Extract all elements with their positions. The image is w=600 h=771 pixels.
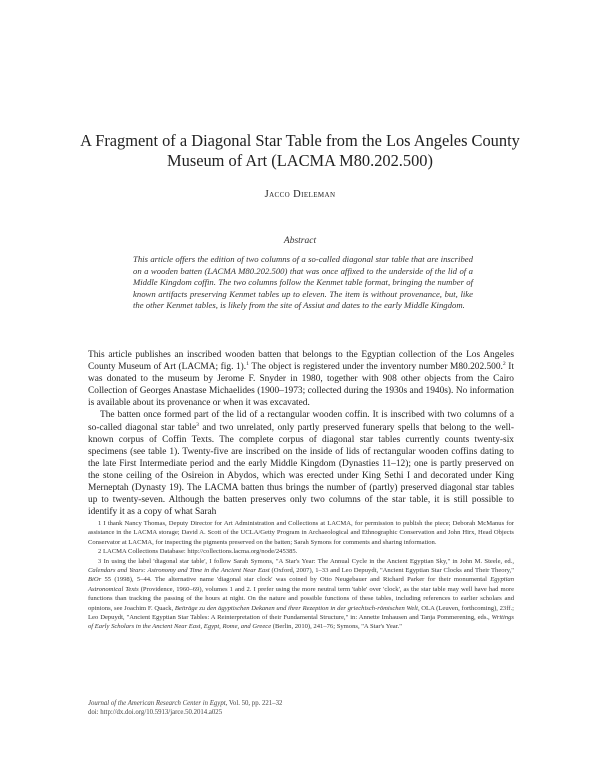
footnote-ref-1[interactable]: 1 (246, 360, 249, 367)
abstract-text: This article offers the edition of two columns of a so-called diagonal star table that are inscribed on a wooden batten (LACMA M80.202.500) that was once affixed to the underside of the lid of a Middle Kingdom coffin. The two columns follow the Kenmet table format, bringing the number of known artifacts preserving Kenmet tables up to eleven. The item is without provenance, but, like the other Kenmet tables, is likely from the site of Assiut and dates to the early Middle Kingdom. (133, 254, 473, 310)
article-title: A Fragment of a Diagonal Star Table from the Los Angeles County Museum of Art (LACMA M80.202.500) (80, 131, 520, 170)
journal-volume-pages: , Vol. 50, pp. 221–32 (225, 700, 283, 707)
article-author: Jacco Dieleman (264, 189, 336, 200)
footnote-ref-2[interactable]: 2 (502, 360, 506, 367)
doi-link[interactable]: doi: http://dx.doi.org/10.5913/jarce.50.2014.a025 (88, 709, 223, 717)
footnote-ref-3[interactable]: 3 (196, 421, 199, 428)
body-paragraph-2: The batten once formed part of the lid of a rectangular wooden coffin. It is inscribed with two columns of a so-called diagonal star table$^3$ and two unrelated, only partly preserved funerary spells that belong to the well-known corpus of Coffin Texts. The complete corpus of diagonal star tables currently counts twenty-six specimens (see table 1). Twenty-five are inscribed on the inside of lids of rectangular wooden coffins dating to the late First Intermediate period and the early Middle Kingdom (Dynasties 11–12); one is partly preserved on the stone ceiling of the Osireion in Abydos, which was erected under King Sethi I and decorated under King Merneptah (Dynasty 19). The LACMA batten thus brings the number of (partly) preserved diagonal star tables up to twenty-seven. Although the batten preserves only two columns of the star table, it is still possible to identify it as a copy of what Sarah (88, 410, 514, 518)
page-footer (88, 699, 514, 717)
footnote-3: 3 In using the label 'diagonal star table', I follow Sarah Symons, "A Star's Year: The Annual Cycle in the Ancient Egyptian Sky," in John M. Steele, ed., Calendars and Years: Astronomy and Time in the Ancient Near East (Oxford, 2007), 1–33 and Leo Depuydt, "Ancient Egyptian Star Clocks and Their Theory," BiOr 55 (1998), 5–44. The alternative name 'diagonal star clock' was coined by Otto Neugebauer and Richard Parker for their monumental Egyptian Astronomical Texts (Providence, 1960–69), volumes 1 and 2. I prefer using the more neutral term 'table' over 'clock', as the star table may well have had more functions than tracking the passing of the hours at night. On the nature and possible functions of these tables, including references to earlier scholars and opinions, see Joachim F. Quack, Beiträge zu den ägyptischen Dekanen und ihrer Rezeption in der griechisch-römischen Welt, OLA (Leuven, forthcoming), 23ff.; Leo Depuydt, "Ancient Egyptian Star Tables: A Reinterpretation of their Fundamental Structure," in: Annette Imhausen and Tanja Pommerening, eds., Writings of Early Scholars in the Ancient Near East, Egypt, Rome, and Greece (Berlin, 2010), 241–76; Symons, "A Star's Year." (88, 557, 514, 631)
footnotes (88, 519, 514, 632)
journal-citation (88, 699, 514, 708)
footnote-1: 1 I thank Nancy Thomas, Deputy Director for Art Administration and Collections at LACMA, for permission to publish the piece; Deborah McManus for assistance in the LACMA storage; David A. Scott of the UCLA/Getty Program in Archaeological and Ethnographic Conservation and John Hirx, Head Objects Conservator at LACMA, for inspecting the pigments preserved on the batten; Sarah Symons for comments and sharing information. (88, 520, 514, 546)
abstract-heading: Abstract (283, 236, 317, 246)
footnote-2: 2 LACMA Collections Database: http://collections.lacma.org/node/245385. (98, 548, 298, 556)
body-paragraph-1: This article publishes an inscribed wooden batten that belongs to the Egyptian collection of the Los Angeles County Museum of Art (LACMA; fig. 1).$^1$ The object is registered under the inventory number M80.202.500.$^2$ It was donated to the museum by Jerome F. Snyder in 1980, together with 908 other objects from the Cairo Collection of Georges Anastase Michaelides (1900–1973; collected during the 1930s and 1940s). No information is available about its provenance or when it was excavated. (88, 350, 515, 409)
journal-name: Journal of the American Research Center in Egypt (88, 700, 226, 707)
body-text (88, 349, 514, 518)
